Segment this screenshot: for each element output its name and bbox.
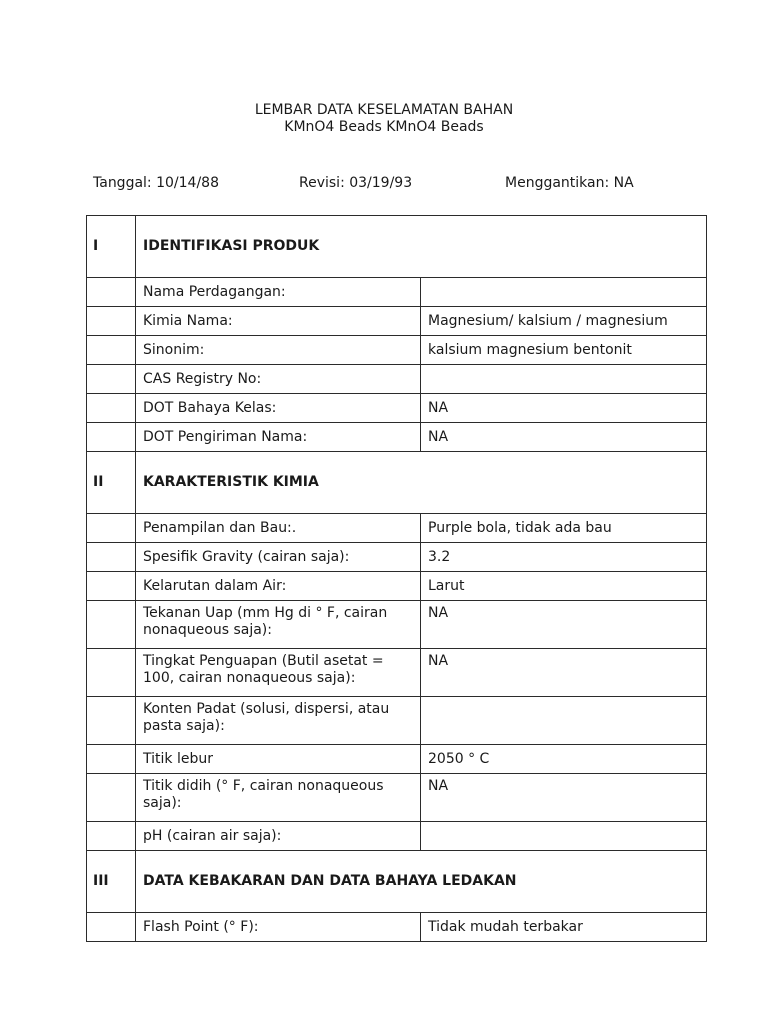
- empty-cell: [87, 423, 136, 452]
- field-label: DOT Bahaya Kelas:: [136, 394, 421, 423]
- empty-cell: [87, 514, 136, 543]
- field-value: NA: [421, 423, 707, 452]
- field-value: NA: [421, 394, 707, 423]
- field-value: kalsium magnesium bentonit: [421, 336, 707, 365]
- field-label: CAS Registry No:: [136, 365, 421, 394]
- field-label: DOT Pengiriman Nama:: [136, 423, 421, 452]
- empty-cell: [87, 913, 136, 942]
- field-value: Purple bola, tidak ada bau: [421, 514, 707, 543]
- empty-cell: [87, 601, 136, 649]
- field-value: Tidak mudah terbakar: [421, 913, 707, 942]
- empty-cell: [87, 394, 136, 423]
- field-label: Kimia Nama:: [136, 307, 421, 336]
- document-title: LEMBAR DATA KESELAMATAN BAHAN: [254, 102, 514, 118]
- section-header-row: [87, 452, 707, 514]
- table-row: [87, 278, 707, 307]
- table-row: [87, 745, 707, 774]
- table-row: [87, 913, 707, 942]
- replaces-field: Menggantikan: NA: [505, 175, 634, 191]
- field-value: [421, 697, 707, 745]
- field-label: Konten Padat (solusi, dispersi, atau pasta saja):: [136, 697, 421, 745]
- empty-cell: [87, 543, 136, 572]
- section-heading: KARAKTERISTIK KIMIA: [136, 452, 707, 514]
- field-value: Larut: [421, 572, 707, 601]
- table-row: [87, 336, 707, 365]
- field-label: pH (cairan air saja):: [136, 822, 421, 851]
- table-row: [87, 822, 707, 851]
- empty-cell: [87, 745, 136, 774]
- field-value: [421, 365, 707, 394]
- field-label: Penampilan dan Bau:.: [136, 514, 421, 543]
- table-row: [87, 514, 707, 543]
- field-value: NA: [421, 774, 707, 822]
- field-label: Tingkat Penguapan (Butil asetat = 100, cairan nonaqueous saja):: [136, 649, 421, 697]
- field-value: [421, 278, 707, 307]
- field-label: Tekanan Uap (mm Hg di ° F, cairan nonaqueous saja):: [136, 601, 421, 649]
- empty-cell: [87, 822, 136, 851]
- field-label: Flash Point (° F):: [136, 913, 421, 942]
- empty-cell: [87, 307, 136, 336]
- revision-field: Revisi: 03/19/93: [299, 175, 413, 191]
- field-label: Titik didih (° F, cairan nonaqueous saja):: [136, 774, 421, 822]
- field-value: Magnesium/ kalsium / magnesium: [421, 307, 707, 336]
- field-value: NA: [421, 601, 707, 649]
- section-number: II: [87, 452, 136, 514]
- empty-cell: [87, 649, 136, 697]
- section-header-row: [87, 216, 707, 278]
- safety-data-table: [86, 215, 707, 942]
- field-label: Kelarutan dalam Air:: [136, 572, 421, 601]
- empty-cell: [87, 336, 136, 365]
- empty-cell: [87, 697, 136, 745]
- date-field: Tanggal: 10/14/88: [93, 175, 219, 191]
- empty-cell: [87, 572, 136, 601]
- field-value: 2050 ° C: [421, 745, 707, 774]
- table-row: [87, 697, 707, 745]
- table-row: [87, 601, 707, 649]
- field-value: 3.2: [421, 543, 707, 572]
- field-label: Sinonim:: [136, 336, 421, 365]
- table-row: [87, 365, 707, 394]
- field-value: [421, 822, 707, 851]
- empty-cell: [87, 774, 136, 822]
- section-number: III: [87, 851, 136, 913]
- section-heading: IDENTIFIKASI PRODUK: [136, 216, 707, 278]
- table-row: [87, 774, 707, 822]
- empty-cell: [87, 278, 136, 307]
- field-value: NA: [421, 649, 707, 697]
- table-row: [87, 543, 707, 572]
- table-row: [87, 394, 707, 423]
- table-row: [87, 572, 707, 601]
- section-header-row: [87, 851, 707, 913]
- section-heading: DATA KEBAKARAN DAN DATA BAHAYA LEDAKAN: [136, 851, 707, 913]
- document-subtitle: KMnO4 Beads KMnO4 Beads: [284, 119, 484, 135]
- section-number: I: [87, 216, 136, 278]
- table-row: [87, 649, 707, 697]
- table-row: [87, 307, 707, 336]
- table-row: [87, 423, 707, 452]
- field-label: Titik lebur: [136, 745, 421, 774]
- document-title-block: [0, 102, 768, 136]
- field-label: Nama Perdagangan:: [136, 278, 421, 307]
- empty-cell: [87, 365, 136, 394]
- field-label: Spesifik Gravity (cairan saja):: [136, 543, 421, 572]
